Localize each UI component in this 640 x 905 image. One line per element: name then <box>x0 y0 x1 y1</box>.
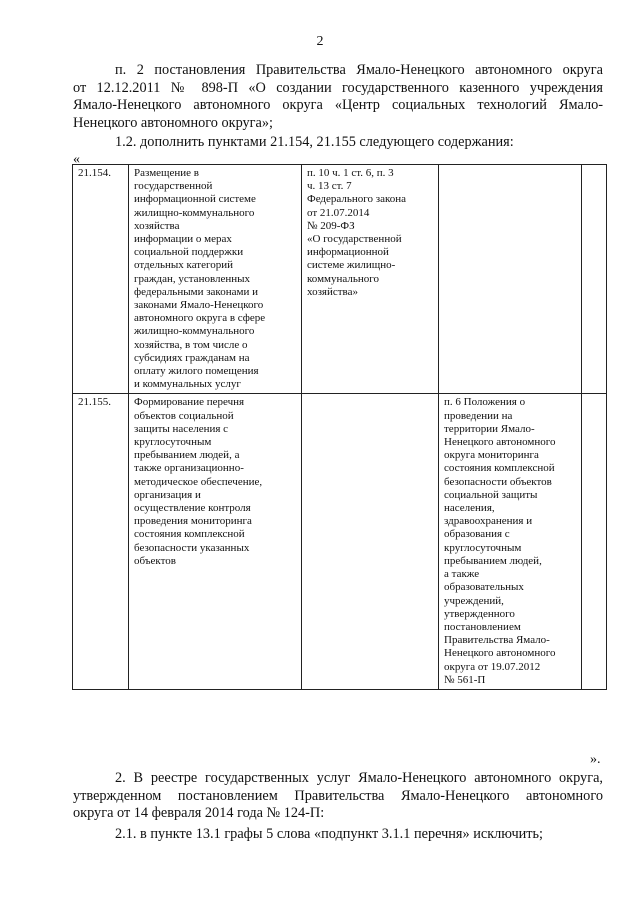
item-2-1-paragraph <box>73 826 603 844</box>
text-line: системе жилищно- <box>307 259 396 272</box>
text-line: утвержденного <box>444 607 515 620</box>
text-line: безопасности объектов <box>444 475 552 488</box>
register-table <box>72 164 607 690</box>
intro-line: от 12.12.2011 № 898-П «О создании государственного казенного учреждения <box>73 79 603 96</box>
text-line: Формирование перечня <box>134 396 245 409</box>
text-line: Ненецкого автономного <box>444 647 556 660</box>
text-line: от 21.07.2014 <box>307 206 370 219</box>
text-line: № 209-ФЗ <box>307 219 355 232</box>
text-line: информации о мерах <box>134 233 232 246</box>
text-line: состояния комплексной <box>134 528 245 541</box>
text-line: состояния комплексной <box>444 462 555 475</box>
item-2-line: утвержденном постановлением Правительства Ямало-Ненецкого автономного <box>73 787 603 804</box>
item-2-line: 2. В реестре государственных услуг Ямало-Ненецкого автономного округа, <box>115 770 603 786</box>
federal-basis-cell <box>302 165 439 394</box>
open-quote: « <box>73 152 80 167</box>
intro-line: Ямало-Ненецкого автономного округа «Центр социальных технологий Ямало- <box>73 97 603 113</box>
page-number: 2 <box>316 34 324 49</box>
text-line: № 561-П <box>444 673 486 686</box>
regional-basis-cell <box>439 165 582 394</box>
federal-basis-cell <box>302 394 439 689</box>
text-line: граждан, установленных <box>134 272 251 285</box>
text-line: организация и <box>134 488 201 501</box>
text-line: оплату жилого помещения <box>134 365 259 378</box>
text-line: проведении на <box>444 409 513 422</box>
text-line: Ненецкого автономного <box>444 436 556 449</box>
text-line: хозяйства, в том числе о <box>134 338 248 351</box>
intro-line: п. 2 постановления Правительства Ямало-Ненецкого автономного округа <box>115 62 603 78</box>
text-line: объектов социальной <box>134 409 234 422</box>
text-line: постановлением <box>444 620 521 633</box>
text-line: п. 6 Положения о <box>444 396 526 409</box>
text-line: ч. 13 ст. 7 <box>307 180 352 193</box>
item-2-line: округа от 14 февраля 2014 года № 124-П: <box>73 805 325 821</box>
text-line: образования с <box>444 528 510 541</box>
item-2-1-text: 2.1. в пункте 13.1 графы 5 слова «подпункт 3.1.1 перечня» исключить; <box>115 826 544 842</box>
item-number-cell: 21.155. <box>73 394 129 689</box>
text-line: объектов <box>134 554 176 567</box>
text-line: населения, <box>444 502 495 515</box>
item-name-cell <box>129 165 302 394</box>
item-2-paragraph <box>73 770 603 823</box>
text-line: автономного округа в сфере <box>134 312 266 325</box>
intro-paragraph <box>73 62 603 132</box>
text-line: учреждений, <box>444 594 504 607</box>
text-line: «О государственной <box>307 233 402 246</box>
text-line: информационной системе <box>134 193 256 206</box>
text-line: осуществление контроля <box>134 502 251 515</box>
text-line: жилищно-коммунального <box>134 206 255 219</box>
text-line: а также <box>444 568 480 581</box>
extra-cell <box>582 165 607 394</box>
text-line: круглосуточным <box>134 436 212 449</box>
text-line: округа от 19.07.2012 <box>444 660 541 673</box>
text-line: Размещение в <box>134 167 199 179</box>
text-line: методическое обеспечение, <box>134 475 263 488</box>
text-line: проведения мониторинга <box>134 515 252 528</box>
text-line: пребыванием людей, <box>444 554 542 567</box>
text-line: отдельных категорий <box>134 259 234 272</box>
text-line: пребыванием людей, а <box>134 449 240 462</box>
text-line: также организационно- <box>134 462 244 475</box>
text-line: информационной <box>307 246 389 259</box>
text-line: коммунального <box>307 272 379 285</box>
text-line: законами Ямало-Ненецкого <box>134 299 264 312</box>
text-line: федеральными законами и <box>134 285 258 298</box>
text-line: Правительства Ямало- <box>444 634 550 647</box>
text-line: п. 10 ч. 1 ст. 6, п. 3 <box>307 167 394 179</box>
table-row <box>73 165 607 394</box>
text-line: безопасности указанных <box>134 541 250 554</box>
text-line: и коммунальных услуг <box>134 378 241 391</box>
text-line: здравоохранения и <box>444 515 533 528</box>
text-line: образовательных <box>444 581 524 594</box>
text-line: социальной защиты <box>444 488 538 501</box>
text-line: защиты населения с <box>134 422 229 435</box>
extra-cell <box>582 394 607 689</box>
text-line: круглосуточным <box>444 541 522 554</box>
close-quote: ». <box>590 752 601 767</box>
text-line: хозяйства» <box>307 285 358 298</box>
text-line: социальной поддержки <box>134 246 244 259</box>
text-line: хозяйства <box>134 219 180 232</box>
text-line: субсидиях гражданам на <box>134 351 250 364</box>
item-name-cell <box>129 394 302 689</box>
regional-basis-cell <box>439 394 582 689</box>
text-line: территории Ямало- <box>444 422 535 435</box>
table-row <box>73 394 607 689</box>
text-line: жилищно-коммунального <box>134 325 255 338</box>
intro-line: Ненецкого автономного округа»; <box>73 114 274 131</box>
text-line: государственной <box>134 180 213 193</box>
text-line: Федерального закона <box>307 193 407 206</box>
item-number-cell: 21.154. <box>73 165 129 394</box>
text-line: округа мониторинга <box>444 449 539 462</box>
item-1-2-text: 1.2. дополнить пунктами 21.154, 21.155 следующего содержания: <box>115 134 514 150</box>
item-1-2-paragraph <box>73 134 603 152</box>
